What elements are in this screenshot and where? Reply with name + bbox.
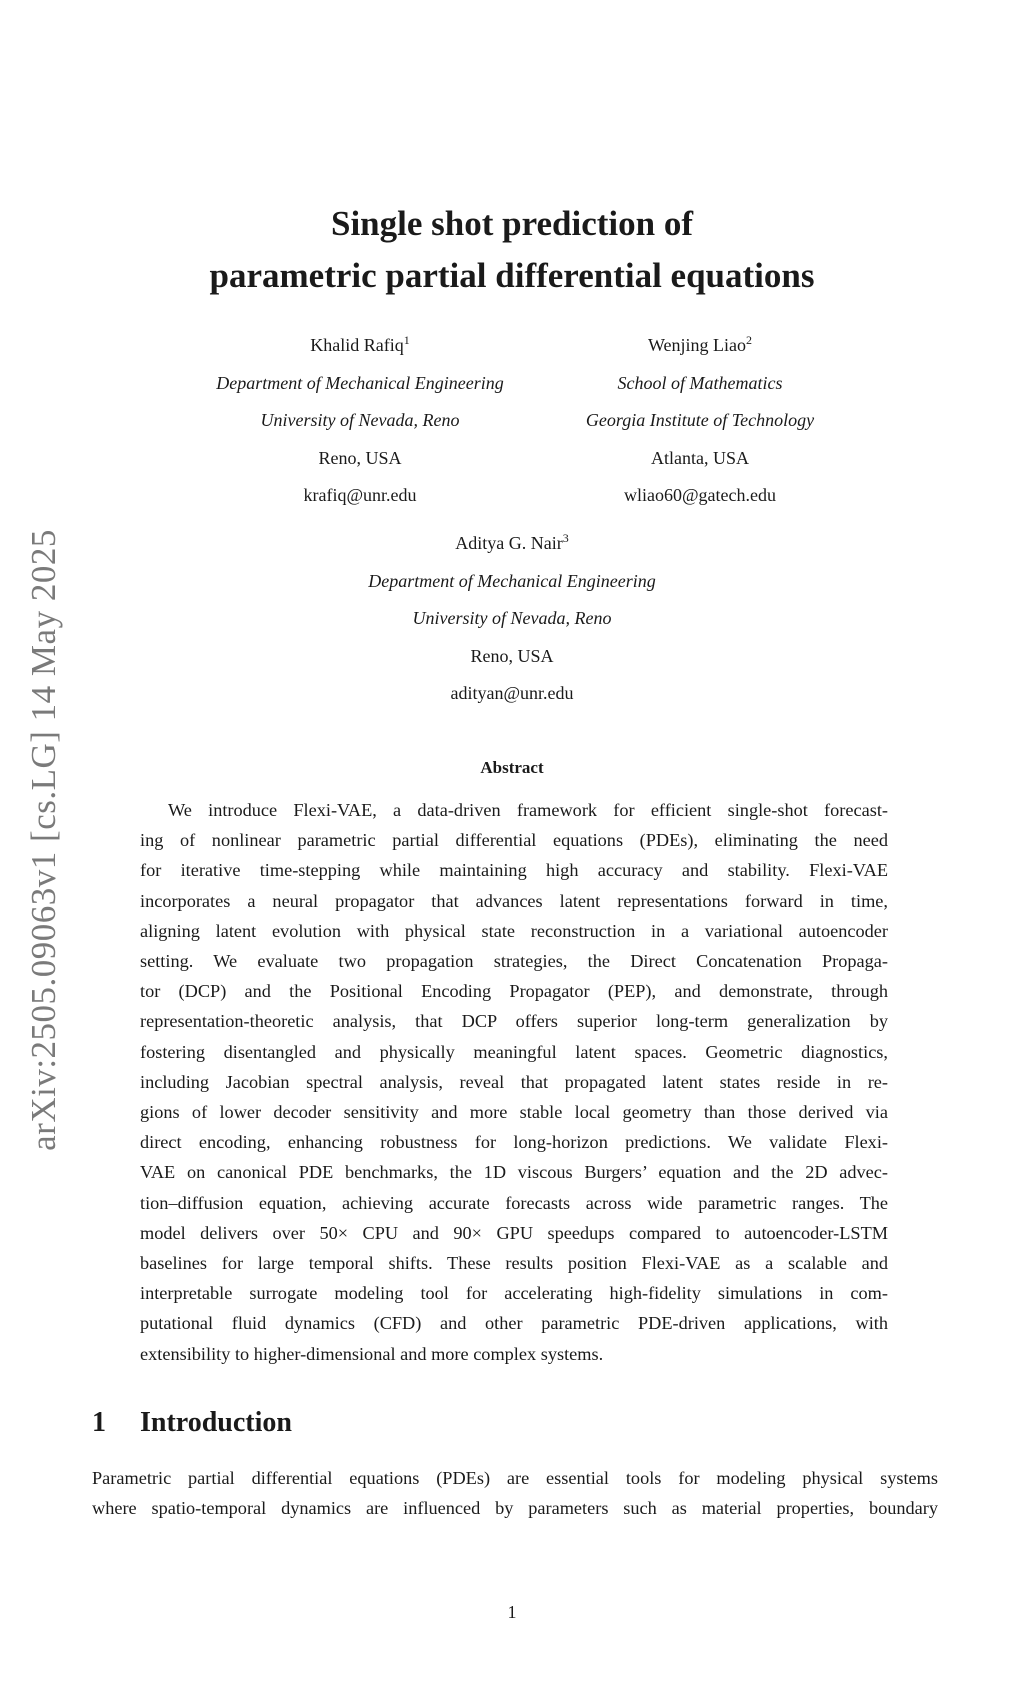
abstract-line: tion–diffusion equation, achieving accurate forecasts across wide parametric ranges. The	[140, 1192, 888, 1213]
abstract-line: direct encoding, enhancing robustness for long-horizon predictions. We validate Flexi-	[140, 1132, 888, 1153]
author-location: Reno, USA	[318, 447, 402, 468]
author-name: Khalid Rafiq$^1$	[310, 333, 410, 355]
abstract-line: putational fluid dynamics (CFD) and other parametric PDE-driven applications, with	[140, 1313, 888, 1334]
abstract-body	[140, 795, 888, 1369]
author-email: adityan@unr.edu	[450, 683, 574, 703]
abstract-line: tor (DCP) and the Positional Encoding Propagator (PEP), and demonstrate, through	[140, 981, 888, 1002]
page-number: 1	[507, 1602, 517, 1622]
paper-title	[0, 198, 1024, 302]
abstract-heading: Abstract	[480, 758, 544, 777]
author-email: krafiq@unr.edu	[303, 485, 417, 505]
author-department: School of Mathematics	[617, 372, 783, 393]
abstract-line: incorporates a neural propagator that advances latent representations forward in time,	[140, 890, 888, 911]
author-name: Wenjing Liao$^2$	[647, 333, 753, 355]
abstract-line: model delivers over 50× CPU and 90× GPU speedups compared to autoencoder-LSTM	[140, 1222, 888, 1243]
abstract-line: gions of lower decoder sensitivity and more stable local geometry than those derived via	[140, 1102, 888, 1123]
author-institution: Georgia Institute of Technology	[585, 410, 815, 430]
title-line-1: Single shot prediction of	[330, 204, 694, 243]
abstract-line: representation-theoretic analysis, that DCP offers superior long-term generalization by	[140, 1011, 888, 1032]
author-name: Aditya G. Nair$^3$	[455, 531, 569, 553]
abstract-line: baselines for large temporal shifts. These results position Flexi-VAE as a scalable and	[140, 1253, 888, 1274]
affiliation-superscript: 1	[403, 333, 410, 347]
title-line-2: parametric partial differential equations	[209, 256, 815, 295]
introduction-body	[92, 1463, 938, 1523]
author-department: Department of Mechanical Engineering	[216, 372, 504, 393]
section-heading-introduction	[92, 1407, 292, 1439]
abstract-line: interpretable surrogate modeling tool for accelerating high-fidelity simulations in com-	[140, 1283, 888, 1304]
affiliation-superscript: 2	[746, 333, 753, 347]
abstract-line: setting. We evaluate two propagation strategies, the Direct Concatenation Propaga-	[140, 951, 888, 972]
abstract-line: We introduce Flexi-VAE, a data-driven framework for efficient single-shot forecast-	[168, 800, 888, 820]
author-block-3	[302, 525, 722, 713]
author-block-2	[490, 327, 910, 515]
affiliation-superscript: 3	[562, 531, 569, 545]
abstract-line: extensibility to higher-dimensional and more complex systems.	[140, 1343, 604, 1364]
abstract-line: aligning latent evolution with physical state reconstruction in a variational autoencoder	[140, 920, 888, 941]
author-location: Reno, USA	[470, 645, 554, 666]
abstract-line: fostering disentangled and physically meaningful latent spaces. Geometric diagnostics,	[140, 1041, 888, 1062]
author-email: wliao60@gatech.edu	[623, 485, 777, 505]
arxiv-identifier-text: arXiv:2505.09063v1 [cs.LG] 14 May 2025	[24, 529, 63, 1151]
abstract-line: including Jacobian spectral analysis, reveal that propagated latent states reside in re-	[140, 1071, 888, 1092]
abstract-line: VAE on canonical PDE benchmarks, the 1D viscous Burgers’ equation and the 2D advec-	[140, 1162, 888, 1183]
introduction-line: Parametric partial differential equations (PDEs) are essential tools for modeling physical systems	[92, 1468, 938, 1488]
author-institution: University of Nevada, Reno	[260, 410, 460, 430]
author-location: Atlanta, USA	[651, 447, 749, 468]
author-department: Department of Mechanical Engineering	[368, 570, 656, 591]
author-institution: University of Nevada, Reno	[412, 608, 612, 628]
introduction-line: where spatio-temporal dynamics are influenced by parameters such as material properties, boundary	[92, 1498, 938, 1519]
abstract-line: for iterative time-stepping while maintaining high accuracy and stability. Flexi-VAE	[140, 860, 888, 881]
abstract-line: ing of nonlinear parametric partial differential equations (PDEs), eliminating the need	[140, 830, 888, 851]
section-number: 1	[92, 1407, 106, 1438]
section-title: Introduction	[140, 1407, 292, 1438]
